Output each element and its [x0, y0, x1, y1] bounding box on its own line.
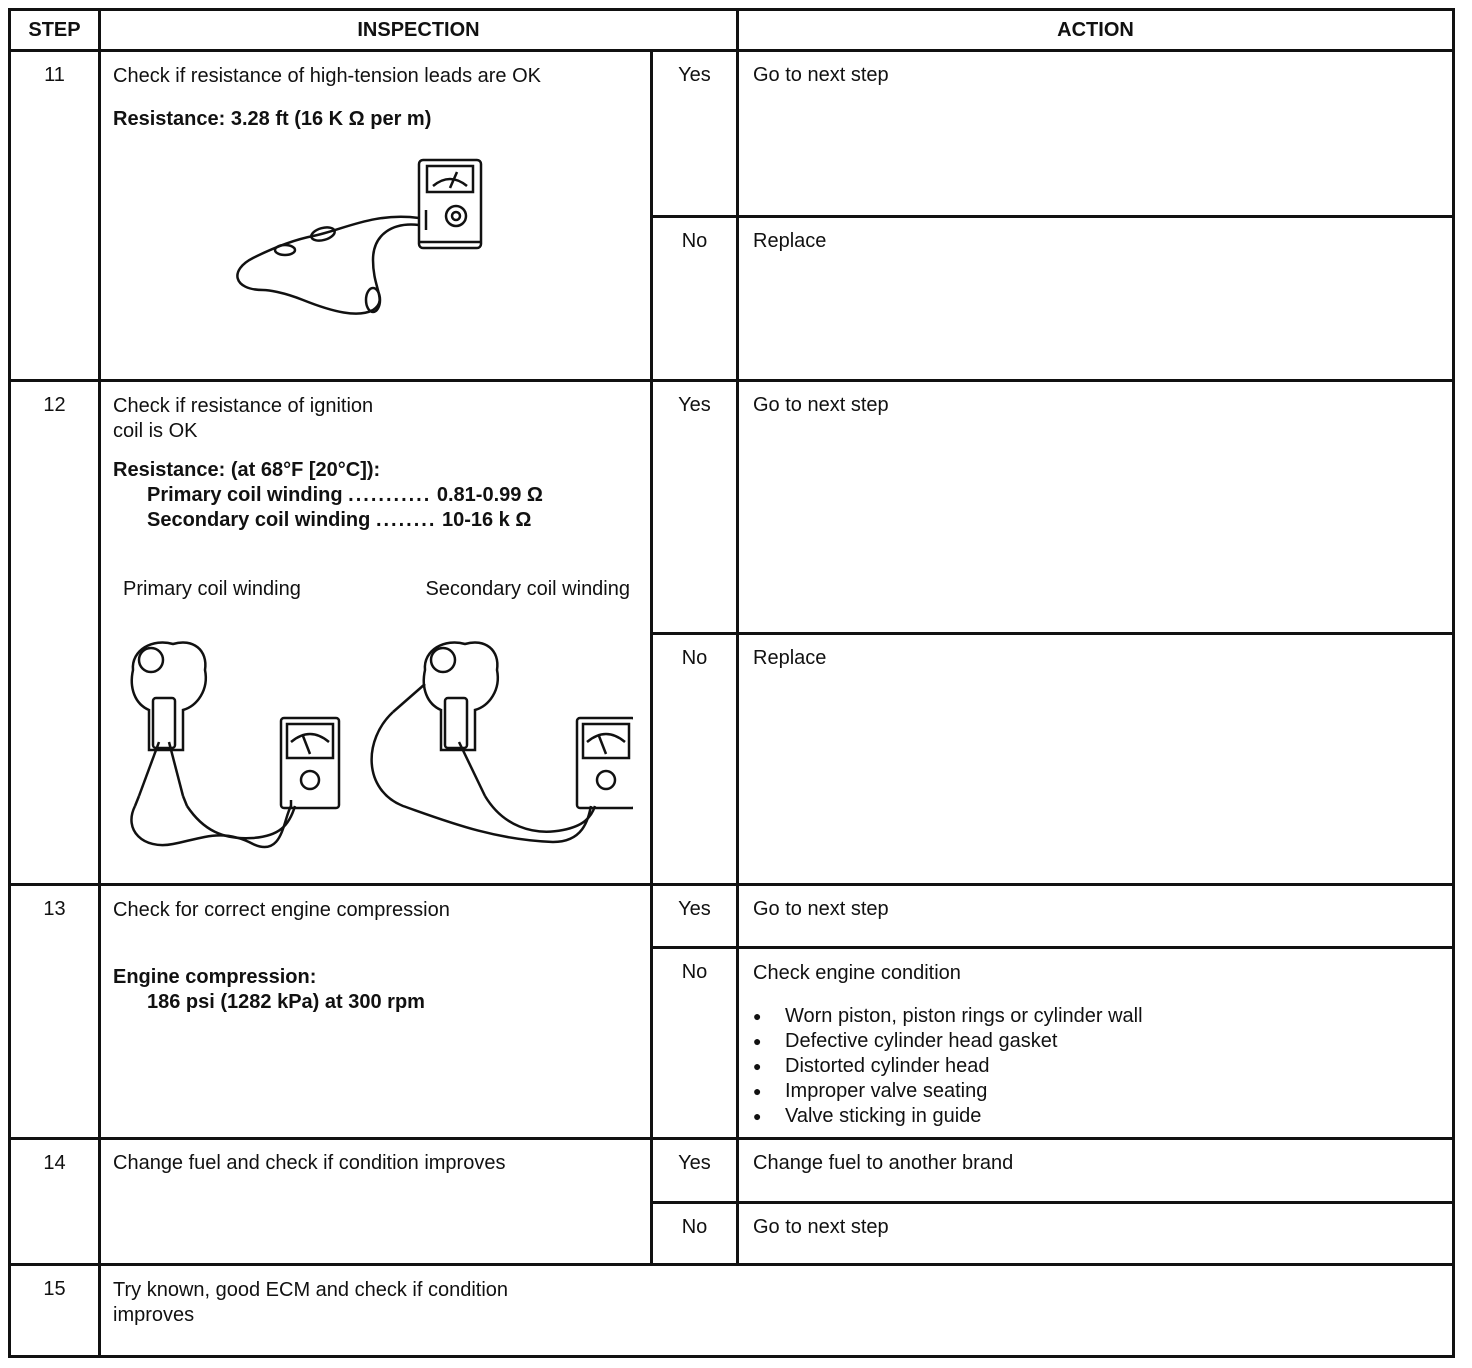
no-label: No [652, 1203, 738, 1265]
yes-action: Change fuel to another brand [738, 1139, 1454, 1203]
inspection-text-line-2: coil is OK [113, 420, 198, 442]
yes-label: Yes [652, 885, 738, 948]
step-11-inspection [100, 51, 652, 381]
no-action-cell [738, 948, 1454, 1139]
spec-title: Engine compression: [113, 966, 317, 988]
step-number: 13 [10, 885, 100, 1139]
header-inspection: INSPECTION [100, 10, 738, 51]
no-action: Replace [738, 634, 1454, 885]
spec-value: 186 psi (1282 kPa) at 300 rpm [147, 991, 425, 1013]
no-label: No [652, 948, 738, 1139]
troubleshooting-table-page [8, 8, 1452, 1362]
resistance-spec [113, 458, 638, 533]
yes-label: Yes [652, 1139, 738, 1203]
step-number: 14 [10, 1139, 100, 1265]
step-number: 11 [10, 51, 100, 381]
no-label: No [652, 634, 738, 885]
yes-label: Yes [652, 381, 738, 634]
caption-secondary: Secondary coil winding [425, 578, 630, 600]
spec-primary [113, 483, 638, 508]
compression-spec [113, 965, 638, 1015]
inspection-text-line-2: improves [113, 1304, 195, 1326]
spec-primary-label: Primary coil winding [147, 484, 343, 506]
step-15-row [10, 1265, 1454, 1357]
step-11-yes-row [10, 51, 1454, 217]
spec-secondary-dots: ........ [375, 509, 437, 531]
no-action: Replace [738, 217, 1454, 381]
list-item: ● Worn piston, piston rings or cylinder wall [753, 1004, 1440, 1029]
inspection-text-line-1: Check if resistance of ignition [113, 395, 374, 417]
no-action: Go to next step [738, 1203, 1454, 1265]
spec-title: Resistance: (at 68°F [20°C]): [113, 459, 381, 481]
inspection-text-line-1: Try known, good ECM and check if condition [113, 1279, 509, 1301]
list-item: ● Defective cylinder head gasket [753, 1029, 1440, 1054]
yes-action: Go to next step [738, 381, 1454, 634]
step-14-yes-row [10, 1139, 1454, 1203]
spec-primary-value: 0.81-0.99 Ω [436, 484, 543, 506]
step-number: 15 [10, 1265, 100, 1357]
spec-secondary-value: 10-16 k Ω [441, 509, 532, 531]
yes-label: Yes [652, 51, 738, 217]
figure-captions [113, 577, 638, 602]
troubleshooting-table [8, 8, 1455, 1358]
no-label: No [652, 217, 738, 381]
spec-secondary-label: Secondary coil winding [147, 509, 371, 531]
step-13-yes-row [10, 885, 1454, 948]
step-number: 12 [10, 381, 100, 885]
list-item: ● Distorted cylinder head [753, 1054, 1440, 1079]
list-item: ● Valve sticking in guide [753, 1104, 1440, 1129]
spec-primary-dots: ........... [348, 484, 432, 506]
inspection-text: Check for correct engine compression [113, 899, 450, 921]
spec-secondary [113, 508, 638, 533]
yes-action: Go to next step [738, 51, 1454, 217]
yes-action: Go to next step [738, 885, 1454, 948]
inspection-text: Check if resistance of high-tension leads are OK [113, 65, 541, 87]
header-step: STEP [10, 10, 100, 51]
ignition-coil-test-illustration [113, 630, 633, 860]
engine-condition-list [753, 1004, 1440, 1129]
caption-primary: Primary coil winding [123, 578, 301, 600]
high-tension-lead-test-illustration [223, 150, 523, 340]
step-12-yes-row [10, 381, 1454, 634]
step-14-inspection: Change fuel and check if condition improves [100, 1139, 652, 1265]
step-12-inspection [100, 381, 652, 885]
header-row [10, 10, 1454, 51]
header-action: ACTION [738, 10, 1454, 51]
step-13-inspection [100, 885, 652, 1139]
step-15-inspection [100, 1265, 1454, 1357]
resistance-spec: Resistance: 3.28 ft (16 K Ω per m) [113, 108, 432, 130]
no-action: Check engine condition [753, 962, 961, 984]
list-item: ● Improper valve seating [753, 1079, 1440, 1104]
